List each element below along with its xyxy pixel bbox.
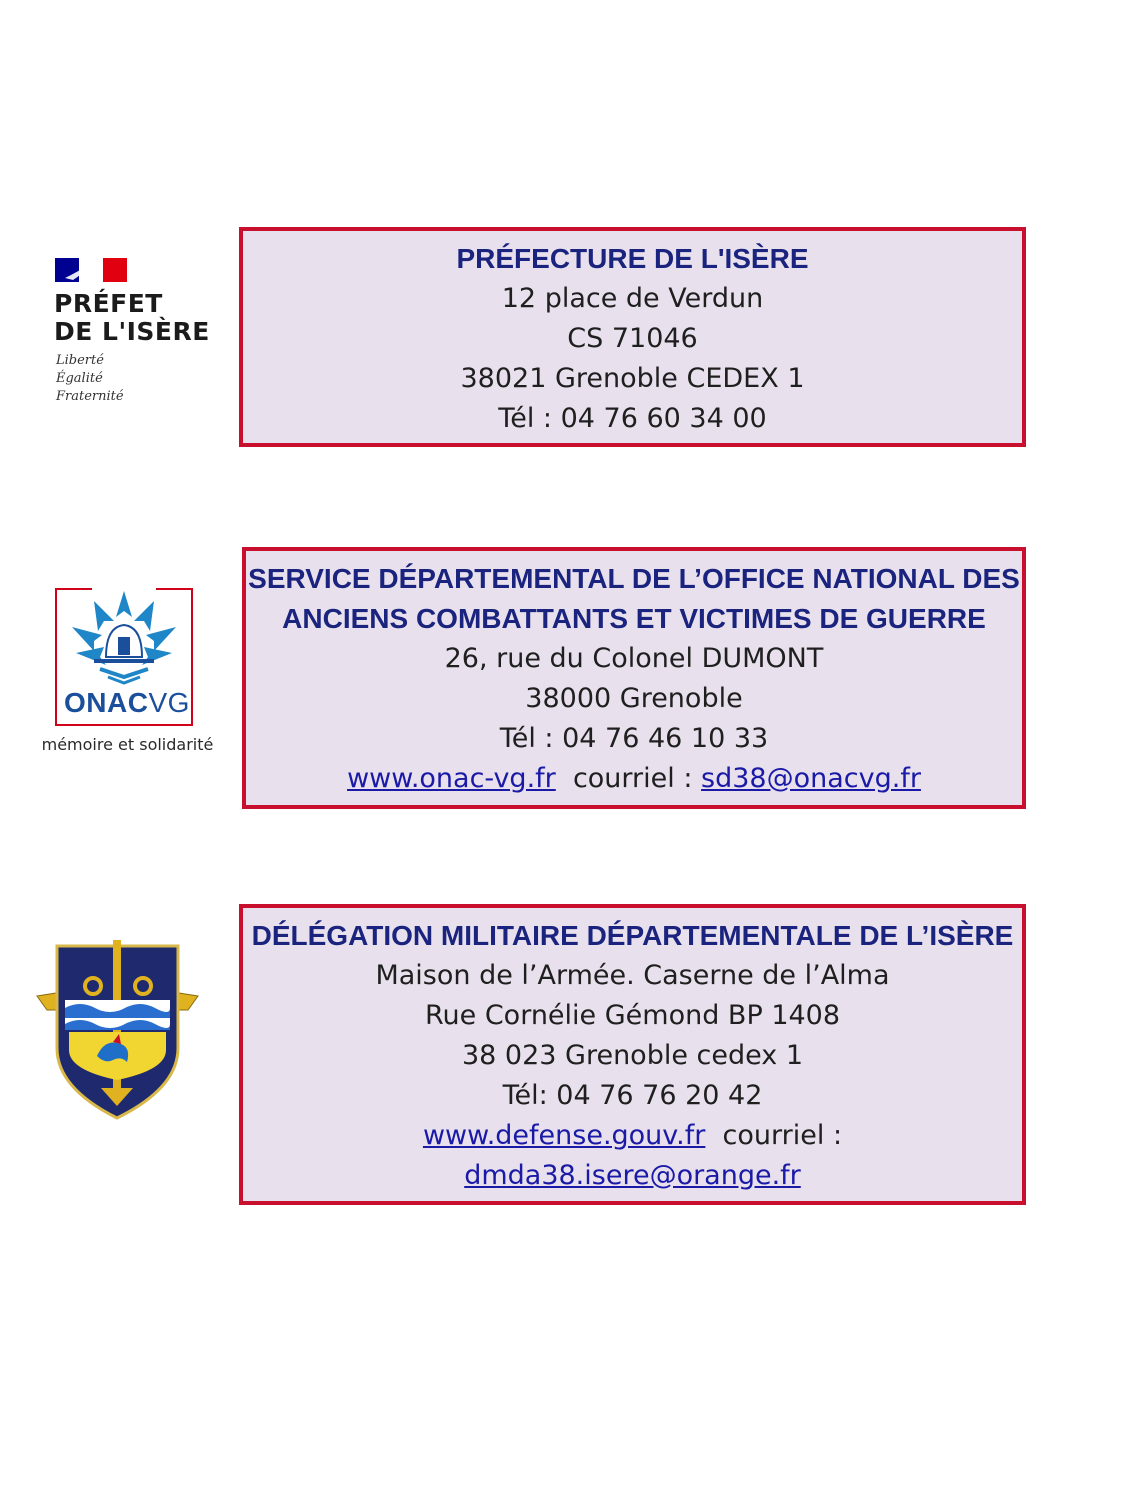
onac-address-street: 26, rue du Colonel DUMONT (444, 643, 824, 674)
dmd-address-street: Rue Cornélie Gémond BP 1408 (424, 1000, 841, 1031)
prefet-logo-text (54, 290, 210, 346)
prefecture-address-street: 12 place de Verdun (501, 283, 764, 314)
dmd-contact-card (239, 904, 1026, 1205)
onacvg-logo (30, 575, 225, 765)
marianne-flag-icon (55, 258, 127, 282)
vg-word: VG (148, 687, 190, 718)
dmd-website-link[interactable]: www.defense.gouv.fr (422, 1120, 706, 1151)
onac-contact-card (242, 547, 1026, 809)
dmd-phone: Tél: 04 76 76 20 42 (502, 1080, 763, 1111)
dmd-email-link[interactable]: dmda38.isere@orange.fr (464, 1160, 801, 1191)
republic-motto (56, 352, 124, 406)
dmd-web-email-row (243, 1116, 1022, 1156)
military-shield-icon (35, 938, 200, 1123)
dmd-isere-shield-logo (35, 938, 200, 1123)
dmd-email-label: courriel : (722, 1120, 843, 1151)
prefecture-title: PRÉFECTURE DE L'ISÈRE (456, 243, 809, 274)
onacvg-tagline: mémoire et solidarité (41, 735, 214, 754)
onac-email-label: courriel : (572, 763, 702, 794)
onacvg-wordmark (64, 687, 190, 719)
prefet-line2: DE L'ISÈRE (54, 317, 210, 346)
dmd-title: DÉLÉGATION MILITAIRE DÉPARTEMENTALE DE L’ISÈRE (251, 920, 1014, 951)
prefet-isere-logo (50, 252, 210, 412)
prefecture-phone: Tél : 04 76 60 34 00 (498, 403, 767, 434)
prefet-line1: PRÉFET (54, 289, 163, 318)
onac-title-line2: ANCIENS COMBATTANTS ET VICTIMES DE GUERRE (282, 603, 986, 634)
onac-title-line1: SERVICE DÉPARTEMENTAL DE L’OFFICE NATIONAL DES (248, 563, 1020, 594)
motto-liberte: Liberté (56, 353, 104, 368)
onac-website-link[interactable]: www.onac-vg.fr (347, 763, 556, 794)
prefecture-address-cs: CS 71046 (567, 323, 698, 354)
onac-web-email-row (246, 759, 1022, 799)
prefecture-contact-card (239, 227, 1026, 447)
prefecture-address-city: 38021 Grenoble CEDEX 1 (460, 363, 805, 394)
motto-egalite: Égalité (56, 371, 103, 386)
dmd-address-city: 38 023 Grenoble cedex 1 (461, 1040, 804, 1071)
dmd-address-building: Maison de l’Armée. Caserne de l’Alma (375, 960, 890, 991)
dmd-email-row (243, 1156, 1022, 1196)
onac-word: ONAC (64, 687, 149, 718)
onac-phone: Tél : 04 76 46 10 33 (499, 723, 769, 754)
onac-address-city: 38000 Grenoble (525, 683, 743, 714)
motto-fraternite: Fraternité (56, 389, 124, 404)
onac-email-link[interactable]: sd38@onacvg.fr (701, 763, 921, 794)
